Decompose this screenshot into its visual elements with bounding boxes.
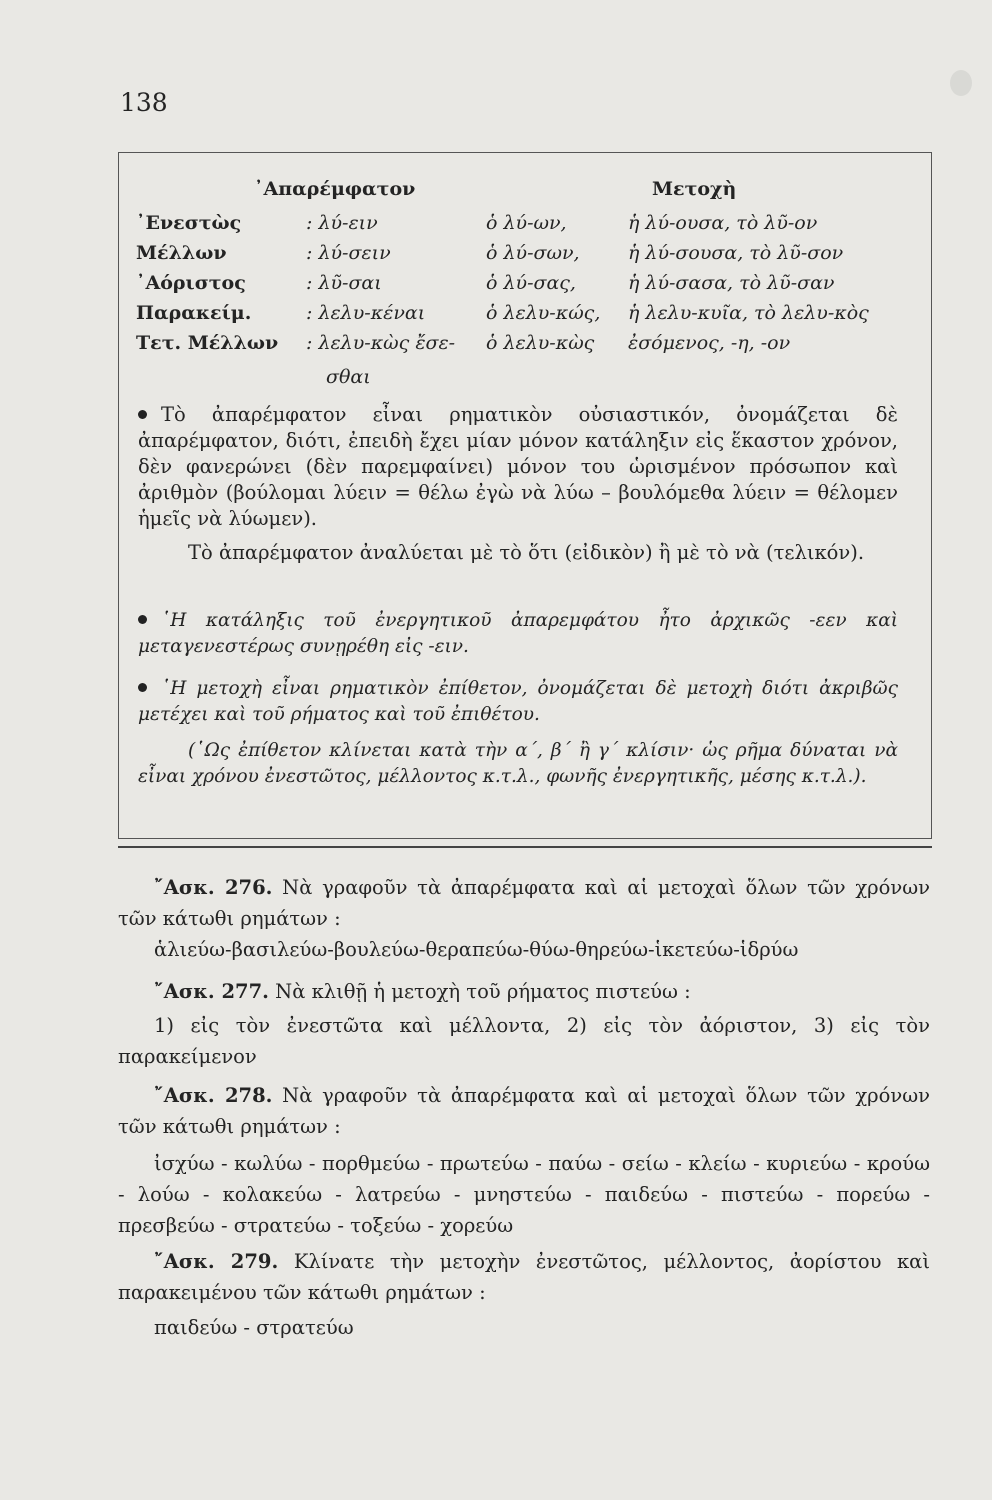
page-number: 138 xyxy=(120,88,168,117)
infinitive-form: : λῦ-σαι xyxy=(306,272,382,294)
exercise-276-words: ἁλιεύω-βασιλεύω-βουλεύω-θεραπεύω-θύω-θηρεύω-ἱκετεύω-ἱδρύω xyxy=(154,938,799,961)
exercise-279-words: παιδεύω - στρατεύω xyxy=(154,1316,354,1339)
participle-fem-neut: ἡ λύ-σασα, τὸ λῦ-σαν xyxy=(628,272,835,294)
exercise-278-words: ἰσχύω - κωλύω - πορθμεύω - πρωτεύω - παύω - σείω - κλείω - κυριεύω - κρούω - λούω - κολακεύω - λατρεύω - μνηστεύω - παιδεύω - πιστεύω - πορεύω - πρεσβεύω - στρατεύω - τοξεύω - χορεύω xyxy=(118,1152,930,1237)
exercise-text: Νὰ κλιθῇ ἡ μετοχὴ τοῦ ρήματος πιστεύω : xyxy=(275,980,691,1003)
participle-fem-neut: ἐσόμενος, -η, -ον xyxy=(628,332,791,354)
participle-masc: ὁ λύ-σων, xyxy=(486,242,580,264)
note-infinitive-analysis: Τὸ ἀπαρέμφατον ἀναλύεται μὲ τὸ ὅτι (εἰδικὸν) ἢ μὲ τὸ νὰ (τελικόν). xyxy=(188,541,865,564)
exercise-276 xyxy=(118,872,930,934)
divider xyxy=(118,846,932,848)
bullet-icon xyxy=(138,410,147,419)
infinitive-continuation: σθαι xyxy=(326,366,371,388)
exercise-277-body: 1) εἰς τὸν ἐνεστῶτα καὶ μέλλοντα, 2) εἰς τὸν ἀόριστον, 3) εἰς τὸν παρακείμενον xyxy=(118,1014,930,1068)
page-smudge xyxy=(950,70,972,96)
exercise-278 xyxy=(118,1080,930,1142)
note-ending xyxy=(138,608,898,660)
infinitive-form: : λελυ-κὼς ἔσε- xyxy=(306,332,456,354)
exercise-279 xyxy=(118,1246,930,1308)
exercise-label: ῎Ασκ. 277. xyxy=(154,980,269,1003)
exercise-277 xyxy=(118,976,930,1007)
tense-label: ᾿Ενεστὼς xyxy=(136,212,242,234)
tense-label: Παρακείμ. xyxy=(136,302,252,324)
infinitive-form: : λελυ-κέναι xyxy=(306,302,426,324)
note-infinitive xyxy=(138,402,898,532)
participle-fem-neut: ἡ λελυ-κυῖα, τὸ λελυ-κὸς xyxy=(628,302,869,324)
note-text: Τὸ ἀπαρέμφατον εἶναι ρηματικὸν οὐσιαστικόν, ὀνομάζεται δὲ ἀπαρέμφατον, διότι, ἐπειδὴ ἔχει μίαν μόνον κατάληξιν εἰς ἕκαστον χρόνον, δὲν φανερώνει (δὲν παρεμφαίνει) μόνον του ὡρισμένον πρόσωπον καὶ ἀριθμὸν (βούλομαι λύειν = θέλω ἐγὼ νὰ λύω – βουλόμεθα λύειν = θέλομεν ἡμεῖς νὰ λύωμεν). xyxy=(138,403,898,530)
tense-label: Μέλλων xyxy=(136,242,227,264)
header-participle: Μετοχὴ xyxy=(652,178,737,200)
note-text: ῾Η μετοχὴ εἶναι ρηματικὸν ἐπίθετον, ὀνομάζεται δὲ μετοχὴ διότι ἀκριβῶς μετέχει καὶ τοῦ ρήματος καὶ τοῦ ἐπιθέτου. xyxy=(138,678,898,725)
exercise-label: ῎Ασκ. 279. xyxy=(154,1250,279,1273)
participle-masc: ὁ λελυ-κὼς xyxy=(486,332,595,354)
exercise-label: ῎Ασκ. 278. xyxy=(154,1084,273,1107)
tense-label: Τετ. Μέλλων xyxy=(136,332,279,354)
note-participle xyxy=(138,676,898,728)
participle-masc: ὁ λύ-σας, xyxy=(486,272,576,294)
participle-masc: ὁ λελυ-κώς, xyxy=(486,302,601,324)
participle-masc: ὁ λύ-ων, xyxy=(486,212,567,234)
note-text: ῾Η κατάληξις τοῦ ἐνεργητικοῦ ἀπαρεμφάτου ἦτο ἀρχικῶς -εεν καὶ μεταγενεστέρως συνῃρέθη εἰς -ειν. xyxy=(138,610,898,657)
bullet-icon xyxy=(138,683,147,692)
exercise-label: ῎Ασκ. 276. xyxy=(154,876,273,899)
header-infinitive: ᾿Απαρέμφατον xyxy=(254,178,416,200)
exercise-text: Νὰ γραφοῦν τὰ ἀπαρέμφατα καὶ αἱ μετοχαὶ ὅλων τῶν χρόνων τῶν κάτωθι ρημάτων : xyxy=(118,876,930,930)
note-participle-declension: (῾Ως ἐπίθετον κλίνεται κατὰ τὴν α΄, β΄ ἢ γ΄ κλίσιν· ὡς ρῆμα δύναται νὰ εἶναι χρόνου ἐνεστῶτος, μέλλοντος κ.τ.λ., φωνῆς ἐνεργητικῆς, μέσης κ.τ.λ.). xyxy=(138,740,898,787)
tense-label: ᾿Αόριστος xyxy=(136,272,246,294)
exercise-text: Κλίνατε τὴν μετοχὴν ἐνεστῶτος, μέλλοντος, ἀορίστου καὶ παρακειμένου τῶν κάτωθι ρημάτων : xyxy=(118,1250,930,1304)
infinitive-form: : λύ-ειν xyxy=(306,212,378,234)
participle-fem-neut: ἡ λύ-ουσα, τὸ λῦ-ον xyxy=(628,212,818,234)
bullet-icon xyxy=(138,615,147,624)
exercise-text: Νὰ γραφοῦν τὰ ἀπαρέμφατα καὶ αἱ μετοχαὶ ὅλων τῶν χρόνων τῶν κάτωθι ρημάτων : xyxy=(118,1084,930,1138)
participle-fem-neut: ἡ λύ-σουσα, τὸ λῦ-σον xyxy=(628,242,844,264)
infinitive-form: : λύ-σειν xyxy=(306,242,391,264)
